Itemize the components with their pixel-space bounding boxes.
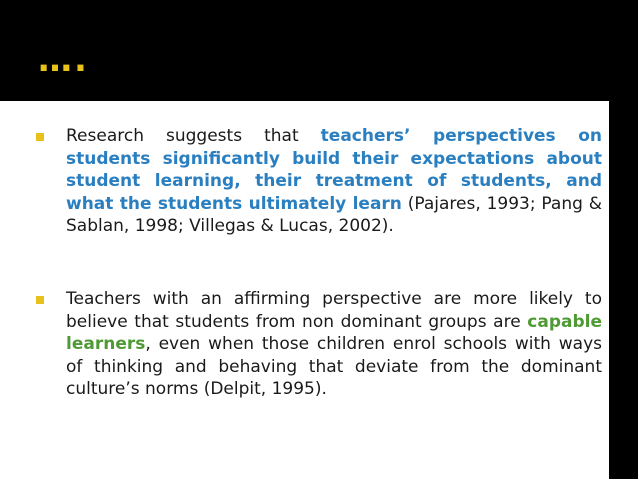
- bullet-square-icon: [36, 133, 44, 141]
- bullet-square-icon: [36, 296, 44, 304]
- bullet-highlight: teachers’ perspectives on students significantly build their expectations about student learning, their treatment of students, and what the students ultimately learn: [66, 126, 603, 214]
- bullet-highlight: capable learners: [66, 311, 602, 354]
- bullet-text-prefix: Teachers with an affirming perspective are more likely to believe that students from non dominant groups are: [66, 289, 602, 332]
- bullet-text: [66, 288, 602, 401]
- bullet-text-suffix: , even when those children enrol schools with ways of thinking and behaving that deviate from the dominant culture’s norms (Delpit, 1995).: [66, 334, 602, 399]
- slide-title: ….: [38, 40, 89, 80]
- right-border: [609, 101, 638, 479]
- content-area: [0, 101, 609, 479]
- bullet-text: [66, 125, 602, 238]
- bullet-text-suffix: (Pajares, 1993; Pang & Sablan, 1998; Villegas & Lucas, 2002).: [66, 193, 602, 236]
- title-bar: [0, 0, 638, 101]
- bullet-text-prefix: Research suggests that: [66, 126, 321, 146]
